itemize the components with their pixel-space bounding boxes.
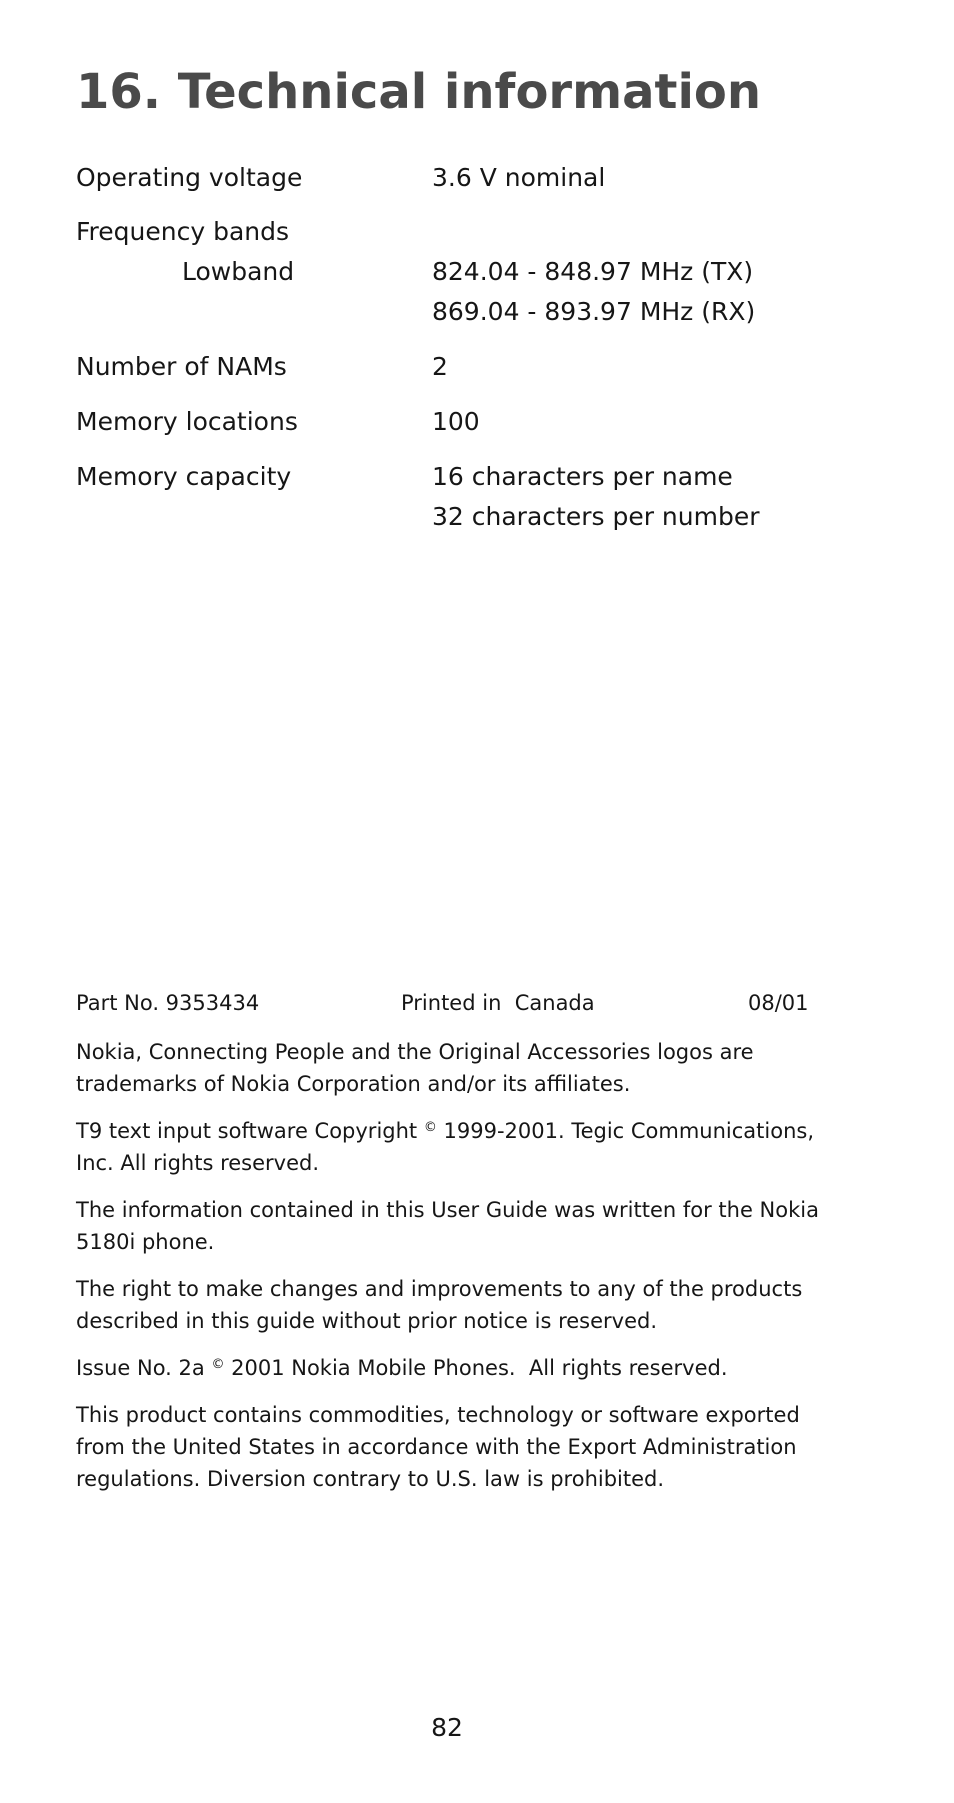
spec-value-tx: 824.04 - 848.97 MHz (TX) [432,257,754,286]
issue-text-end: 2001 Nokia Mobile Phones. All rights reserved. [224,1356,728,1380]
spec-label: Number of NAMs [76,352,287,381]
section-title: Technical information [177,64,762,120]
user-guide-notice: The information contained in this User Guide was written for the Nokia 5180i phone. [76,1198,819,1254]
spec-label: Frequency bands [76,217,290,246]
page-number: 82 [431,1713,463,1742]
t9-copyright-notice [76,1115,836,1179]
spec-value-rx: 869.04 - 893.97 MHz (RX) [432,297,756,326]
spec-label: Operating voltage [76,163,303,192]
spec-label: Memory capacity [76,462,292,491]
trademark-notice: Nokia, Connecting People and the Original Accessories logos are trademarks of Nokia Corporation and/or its affiliates. [76,1040,754,1096]
part-number: Part No. 9353434 [76,991,260,1015]
issue-text-start: Issue No. 2a [76,1356,212,1380]
page-title [76,62,761,122]
printed-in: Printed in Canada [401,991,595,1015]
issue-notice [76,1352,836,1384]
spec-value: 100 [432,407,480,436]
spec-value-number: 32 characters per number [432,502,760,531]
spec-value: 2 [432,352,448,381]
spec-value: 3.6 V nominal [432,163,606,192]
print-date: 08/01 [748,991,809,1015]
spec-sub-label: Lowband [182,257,295,286]
spec-label: Memory locations [76,407,298,436]
t9-text-end: 1999-2001. Tegic Communications, Inc. All rights reserved. [76,1119,815,1175]
changes-notice: The right to make changes and improvements to any of the products described in this guide without prior notice is reserved. [76,1277,803,1333]
copyright-symbol: © [211,1357,225,1372]
spec-value-name: 16 characters per name [432,462,733,491]
section-number: 16. [76,64,162,120]
copyright-symbol: © [423,1120,437,1135]
export-notice: This product contains commodities, technology or software exported from the United States in accordance with the Export Administration regulations. Diversion contrary to U.S. law is prohibited. [76,1403,800,1491]
t9-text-start: T9 text input software Copyright [76,1119,424,1143]
